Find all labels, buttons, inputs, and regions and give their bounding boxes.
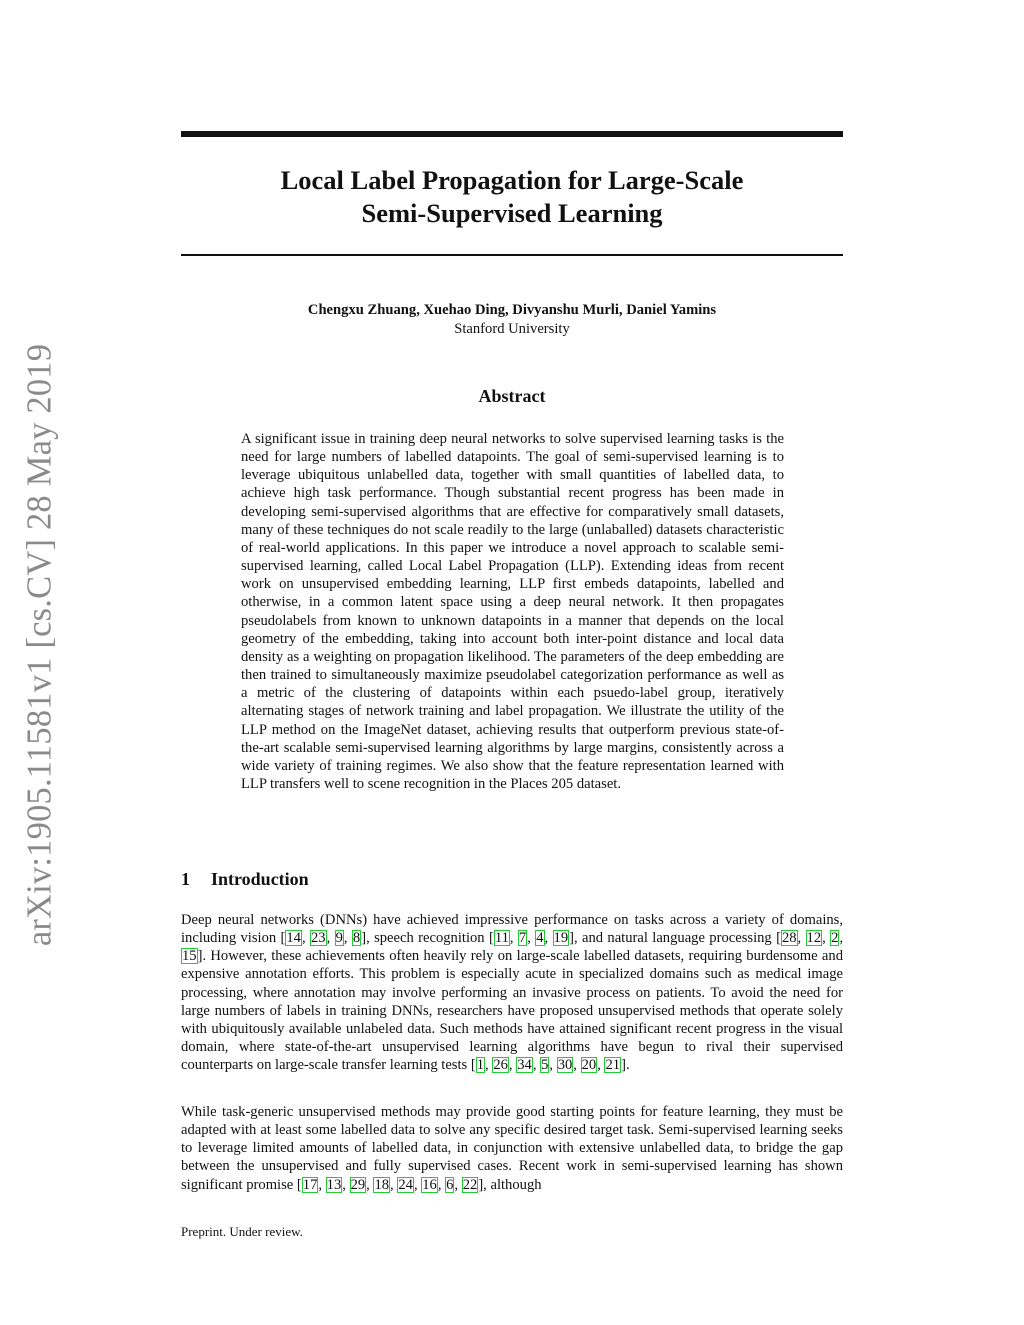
title-line-1: Local Label Propagation for Large-Scale — [280, 165, 744, 195]
citation-link[interactable]: 26 — [493, 1057, 508, 1074]
citation-link[interactable]: 5 — [541, 1057, 549, 1074]
citation-group-semi-supervised: 17, 13, 29, 18, 24, 16, 6, 22 — [302, 1176, 478, 1193]
citation-link[interactable]: 21 — [605, 1057, 621, 1074]
citation-group-vision: 14, 23, 9, 8 — [286, 930, 361, 947]
citation-link[interactable]: 19 — [553, 930, 569, 947]
paper-title — [181, 164, 843, 230]
citation-link[interactable]: 2 — [831, 930, 839, 947]
citation-link[interactable]: 11 — [494, 930, 509, 947]
citation-link[interactable]: 8 — [352, 930, 361, 947]
citation-link[interactable]: 29 — [350, 1176, 366, 1193]
intro-p1-text-2: ], speech recognition [ — [361, 930, 494, 947]
citation-link[interactable]: 12 — [806, 930, 822, 947]
abstract-text: A significant issue in training deep neural networks to solve supervised learning tasks is the need for large numbers of labelled datapoints. The goal of semi-supervised learning is to leverage ubiquitous unlabelled data, together with small quantities of labelled data, to achieve high task performance. Though substantial recent progress has been made in developing semi-supervised algorithms that are effective for comparatively small datasets, many of these techniques do not scale readily to the large (unlaballed) datasets characteristic of real-world applications. In this paper we introduce a novel approach to scalable semi-supervised learning, called Local Label Propagation (LLP). Extending ideas from recent work on unsupervised embedding learning, LLP first embeds datapoints, labelled and otherwise, in a common latent space using a deep neural network. It then propagates pseudolabels from known to unknown datapoints in a manner that depends on the local geometry of the embedding, taking into account both inter-point distance and local data density as a weighting on propagation likelihood. The parameters of the deep embedding are then trained to simultaneously maximize pseudolabel categorization performance as well as a metric of the clustering of datapoints within each psuedo-label group, iteratively alternating stages of network training and label propagation. We illustrate the utility of the LLP method on the ImageNet dataset, achieving results that outperform previous state-of-the-art scalable semi-supervised learning algorithms by large margins, consistently across a wide variety of training regimes. We also show that the feature representation learned with LLP transfers well to scene recognition in the Places 205 dataset. — [241, 431, 784, 792]
author-list: Chengxu Zhuang, Xuehao Ding, Divyanshu Murli, Daniel Yamins — [307, 302, 717, 318]
citation-link[interactable]: 23 — [310, 930, 326, 947]
citation-link[interactable]: 22 — [462, 1176, 478, 1193]
title-bottom-rule — [181, 254, 843, 256]
citation-link[interactable]: 6 — [446, 1176, 454, 1193]
citation-link[interactable]: 4 — [536, 930, 544, 947]
section-title: Introduction — [211, 869, 309, 889]
citation-link[interactable]: 17 — [302, 1176, 318, 1193]
citation-link[interactable]: 14 — [286, 930, 301, 947]
citation-link[interactable]: 30 — [557, 1057, 573, 1074]
citation-link[interactable]: 24 — [398, 1176, 413, 1193]
title-line-2: Semi-Supervised Learning — [361, 198, 663, 228]
citation-link[interactable]: 16 — [422, 1176, 437, 1193]
citation-link[interactable]: 7 — [518, 930, 527, 947]
citation-group-transfer: 1, 26, 34, 5, 30, 20, 21 — [476, 1057, 621, 1074]
intro-p2-text-2: ], although — [478, 1176, 542, 1193]
citation-link[interactable]: 9 — [335, 930, 343, 947]
section-heading-introduction — [181, 868, 309, 890]
intro-p1-text-1: Deep neural networks (DNNs) have achieved impressive performance on tasks across a variety of domains, including vision [ — [181, 912, 843, 947]
affiliation: Stanford University — [454, 321, 570, 337]
intro-paragraph-1 — [181, 911, 843, 1074]
citation-link[interactable]: 20 — [581, 1057, 597, 1074]
intro-p1-text-4: ]. However, these achievements often heavily rely on large-scale labelled datasets, requiring burdensome and expensive annotation efforts. This problem is especially acute in specialized domains such as medical image processing, where annotation may involve performing an invasive process on patients. To avoid the need for large numbers of labels in training DNNs, researchers have proposed unsupervised methods that operate solely with ubiquitously available unlabeled data. Such methods have attained significant recent progress in the visual domain, where state-of-the-art unsupervised learning algorithms have begun to rival their supervised counterparts on large-scale transfer learning tests [ — [181, 948, 843, 1074]
page-footer: Preprint. Under review. — [181, 1224, 303, 1239]
section-number: 1 — [181, 869, 190, 889]
citation-link[interactable]: 1 — [476, 1057, 485, 1074]
citation-group-nlp: 28, 12, 2, 15 — [182, 930, 844, 965]
citation-group-speech: 11, 7, 4, 19 — [494, 930, 569, 947]
citation-link[interactable]: 18 — [374, 1176, 390, 1193]
arxiv-identifier: arXiv:1905.11581v1 [cs.CV] 28 May 2019 — [20, 343, 59, 947]
arxiv-sidebar — [12, 345, 68, 945]
intro-p1-text-3: ], and natural language processing [ — [569, 930, 781, 947]
citation-link[interactable]: 34 — [517, 1057, 532, 1074]
citation-link[interactable]: 15 — [182, 948, 197, 965]
citation-link[interactable]: 28 — [781, 930, 797, 947]
intro-paragraph-2 — [181, 1103, 843, 1194]
intro-p2-text-1: While task-generic unsupervised methods may provide good starting points for feature learning, they must be adapted with at least some labelled data to solve any specific desired target task. Semi-supervised learning seeks to leverage limited amounts of labelled data, in conjunction with extensive unlabelled data, to bridge the gap between the unsupervised and fully supervised cases. Recent work in semi-supervised learning has shown significant promise [ — [181, 1104, 843, 1193]
intro-p1-text-5: ]. — [621, 1057, 630, 1074]
title-top-rule — [181, 131, 843, 137]
abstract-heading: Abstract — [478, 386, 546, 406]
citation-link[interactable]: 13 — [326, 1176, 342, 1193]
